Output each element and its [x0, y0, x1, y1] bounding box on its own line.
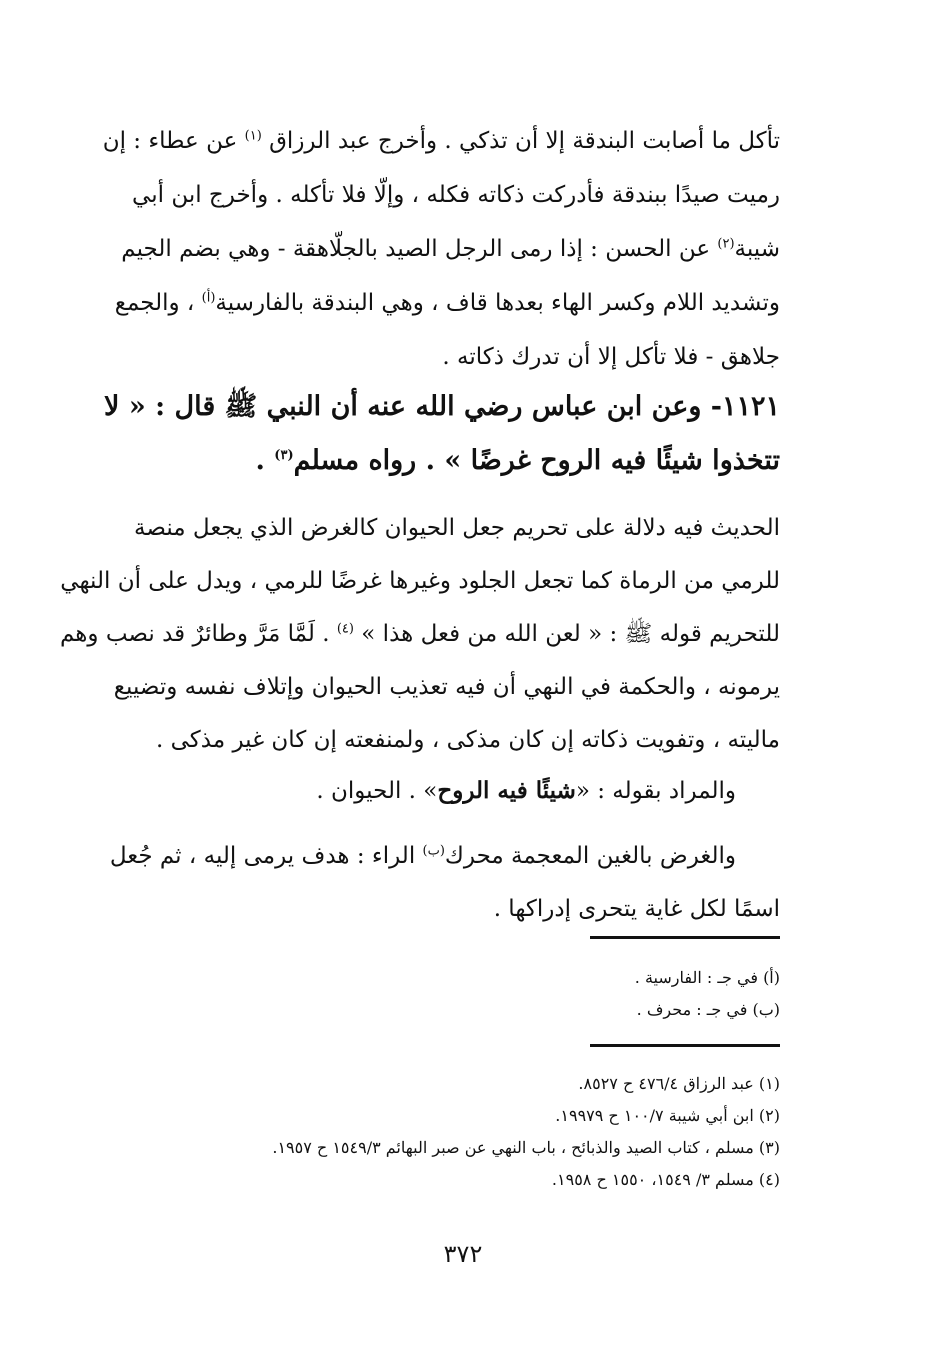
text-line: ماليته ، وتفويت ذكاته إن كان مذكى ، ولمنفعته إن كان غير مذكى .	[156, 727, 780, 753]
text-line: يرمونه ، والحكمة في النهي أن فيه تعذيب الحيوان وإتلاف نفسه وتضييع	[113, 674, 780, 700]
text-line: رميت صيدًا ببندقة فأدركت ذكاته فكله ، وإلّا فلا تأكله . وأخرج ابن أبي	[132, 182, 780, 208]
footnote-ref: (١)	[244, 128, 262, 144]
text-line: الحديث فيه دلالة على تحريم جعل الحيوان كالغرض الذي يجعل منصة	[134, 515, 780, 541]
footnote: (١) عبد الرزاق ٤٧٦/٤ ح ٨٥٢٧.	[578, 1074, 780, 1093]
gharad-paragraph	[109, 830, 780, 936]
hadith-text	[104, 380, 780, 488]
footnote: (٤) مسلم ٣/ ١٥٤٩، ١٥٥٠ ح ١٩٥٨.	[551, 1170, 780, 1189]
text-line: تأكل ما أصابت البندقة إلا أن تذكي . وأخرج عبد الرزاق $^{(١)}$ عن عطاء : إن	[102, 128, 780, 154]
text-line: وتشديد اللام وكسر الهاء بعدها قاف ، وهي البندقة بالفارسية$^{(أ)}$ ، والجمع	[114, 290, 780, 316]
commentary-paragraph	[59, 502, 780, 767]
variant-note: (أ) في جـ : الفارسية .	[634, 968, 780, 987]
meaning-paragraph	[112, 764, 780, 817]
footnote: (٣) مسلم ، كتاب الصيد والذبائح ، باب النهي عن صبر البهائم ١٥٤٩/٣ ح ١٩٥٧.	[272, 1138, 780, 1157]
text-line: للرمي من الرماة كما تجعل الجلود وغيرها غرضًا للرمي ، ويدل على أن النهي	[60, 568, 780, 594]
hadith-line: تتخذوا شيئًا فيه الروح غرضًا » . رواه مسلم$^{(٣)}$ .	[255, 445, 780, 476]
hadith-line: ١١٢١- وعن ابن عباس رضي الله عنه أن النبي ﷺ قال : « لا	[104, 391, 780, 422]
bold-phrase: شيئًا فيه الروح	[437, 777, 576, 804]
opening-paragraph	[102, 114, 780, 384]
text-line: شيبة$^{(٢)}$ عن الحسن : إذا رمى الرجل الصيد بالجلّاهقة - وهي بضم الجيم	[121, 236, 780, 262]
footnote: (٢) ابن أبي شيبة ١٠٠/٧ ح ١٩٩٧٩.	[555, 1106, 780, 1125]
text-line: للتحريم قوله ﷺ : « لعن الله من فعل هذا » $^{(٤)}$ . لَمَّا مَرَّ وطائرٌ قد نصب وهم	[59, 621, 780, 647]
text-line: والمراد بقوله : «شيئًا فيه الروح» . الحيوان .	[316, 777, 736, 804]
footnote-ref: (٣)	[274, 448, 294, 463]
text-line: اسمًا لكل غاية يتحرى إدراكها .	[493, 896, 780, 922]
notes-divider	[590, 936, 780, 939]
footnotes-divider	[590, 1044, 780, 1047]
footnote-ref: (ب)	[422, 843, 445, 859]
footnote-ref: (٤)	[336, 621, 354, 637]
text-line: جلاهق - فلا تأكل إلا أن تدرك ذكاته .	[442, 344, 780, 370]
page-number: ٣٧٢	[443, 1240, 483, 1268]
source-footnotes	[112, 1068, 780, 1196]
footnote-ref: (أ)	[201, 290, 216, 306]
text-line: والغرض بالغين المعجمة محرك$^{(ب)}$ الراء : هدف يرمى إليه ، ثم جُعل	[109, 843, 736, 869]
variant-notes	[112, 962, 780, 1026]
variant-note: (ب) في جـ : محرف .	[636, 1000, 780, 1019]
footnote-ref: (٢)	[717, 236, 735, 252]
